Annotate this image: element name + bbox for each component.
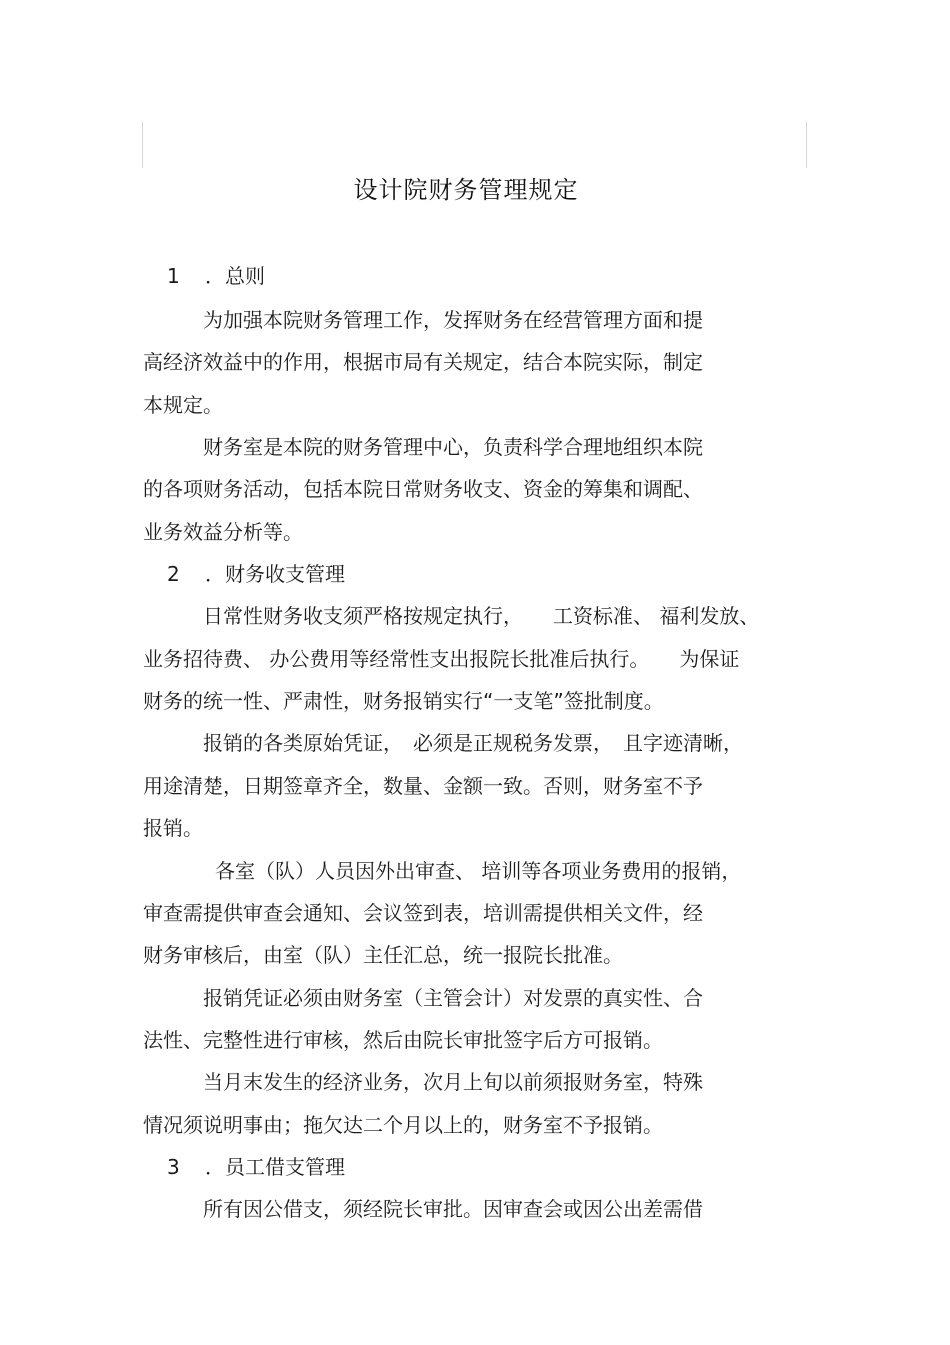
page-corner-mark-left [142,122,143,168]
paragraph-line: 本规定。 [143,393,223,417]
document-title: 设计院财务管理规定 [353,176,579,204]
paragraph-line: 所有因公借支，须经院长审批。因审查会或因公出差需借 [203,1197,703,1221]
section-number: 1 [167,264,180,288]
paragraph-line: 业务效益分析等。 [143,520,303,544]
section-heading [167,559,345,589]
section-number: 2 [167,562,180,586]
section-title: ．员工借支管理 [205,1155,345,1179]
paragraph-line: 为加强本院财务管理工作，发挥财务在经营管理方面和提 [203,308,703,332]
paragraph-line: 各室（队）人员因外出审查、 培训等各项业务费用的报销， [215,859,742,883]
section-heading [167,261,265,291]
paragraph-line: 日常性财务收支须严格按规定执行， 工资标准、 福利发放、 [203,604,760,628]
paragraph-line: 用途清楚，日期签章齐全，数量、金额一致。否则，财务室不予 [143,774,703,798]
paragraph-line: 报销的各类原始凭证， 必须是正规税务发票， 且字迹清晰， [203,731,743,755]
paragraph-line: 法性、完整性进行审核，然后由院长审批签字后方可报销。 [143,1028,663,1052]
paragraph-line: 财务的统一性、严肃性，财务报销实行“一支笔”签批制度。 [143,689,664,713]
paragraph-line: 报销凭证必须由财务室（主管会计）对发票的真实性、合 [203,986,703,1010]
paragraph-line: 财务审核后，由室（队）主任汇总，统一报院长批准。 [143,943,623,967]
paragraph-line: 情况须说明事由；拖欠达二个月以上的，财务室不予报销。 [143,1113,663,1137]
paragraph-line: 审查需提供审查会通知、会议签到表，培训需提供相关文件，经 [143,901,703,925]
paragraph-line: 财务室是本院的财务管理中心，负责科学合理地组织本院 [203,435,703,459]
paragraph-line: 业务招待费、 办公费用等经常性支出报院长批准后执行。 为保证 [143,647,740,671]
paragraph-line: 报销。 [143,816,203,840]
paragraph-line: 高经济效益中的作用，根据市局有关规定，结合本院实际，制定 [143,350,703,374]
page-corner-mark-right [806,122,807,168]
paragraph-line: 当月末发生的经济业务，次月上旬以前须报财务室，特殊 [203,1070,703,1094]
paragraph-line: 的各项财务活动，包括本院日常财务收支、资金的筹集和调配、 [143,477,703,501]
section-title: ．财务收支管理 [205,562,345,586]
section-title: ．总则 [205,264,265,288]
section-number: 3 [167,1155,180,1179]
section-heading [167,1152,345,1182]
